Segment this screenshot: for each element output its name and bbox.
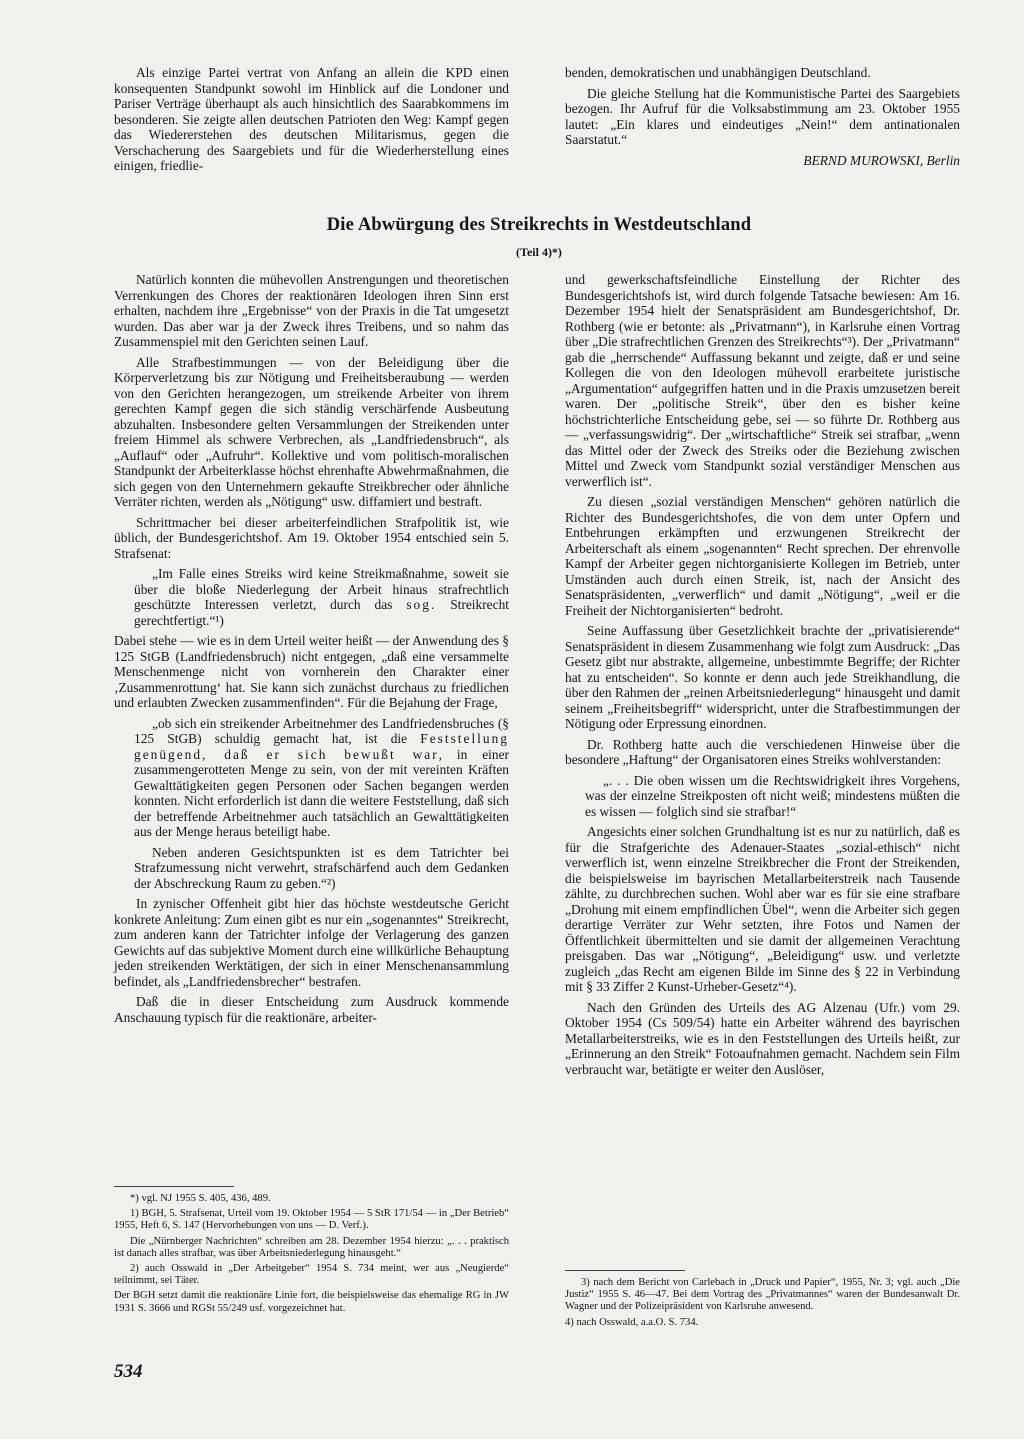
paragraph: Angesichts einer solchen Grundhaltung ist es nur zu natürlich, daß es für die Strafgerichte des Adenauer-Staates „sozial-ethisch“ nicht verwerflich ist, wenn einzelne Streikbrecher die Front der Streikenden, die beispielsweise im bayrischen Metallarbeiterstreik nach Tausende zählte, zu durchbrechen suchen. Wohl aber war es für sie eine strafbare „Drohung mit einem empfindlichen Übel“, wenn die Arbeiter sich gegen derartige Verräter zur Wehr setzten, ihre Fotos und Namen der Öffentlichkeit übermittelten und sie damit der allgemeinen Verachtung preisgaben. Das war „Nötigung“, „Beleidigung“ usw. und verletzte zugleich „das Recht am eigenen Bilde im Sinne des § 22 in Verbindung mit § 33 Ziffer 2 Kunst-Urheber-Gesetz“⁴). [565, 824, 960, 994]
block-quote: Neben anderen Gesichtspunkten ist es dem Tatrichter bei Strafzumessung nicht verwehrt, strafschärfend auch dem Gedanken der Abschreckung Raum zu geben.“²) [134, 844, 509, 891]
paragraph: Alle Strafbestimmungen — von der Beleidigung über die Körperverletzung bis zur Nötigung und Freiheitsberaubung — werden von den Gerichten herangezogen, um streikende Arbeiter von ihrem gerechten Kampf gegen die sich ständig verschärfende Ausbeutung abzuhalten. Insbesondere gelten Versammlungen der Streikenden unter freiem Himmel als schwere Verbrechen, als „Landfriedensbruch“, als „Auflauf“ oder „Aufruhr“. Kollektive und vom politisch-moralischen Standpunkt der Arbeiterklasse höchst ehrenhafte Abwehrmaßnahmen, die sich gegen von den Unternehmern gekaufte Streikbrecher oder ähnliche Verräter richten, werden als „Nötigung“ usw. diffamiert und bestraft. [114, 354, 509, 509]
paragraph: Dr. Rothberg hatte auch die verschiedenen Hinweise über die besondere „Haftung“ der Organisatoren eines Streiks wohlverstanden: [565, 736, 960, 767]
footnotes-right [565, 1270, 960, 1332]
page-number: 534 [114, 1361, 143, 1382]
prev-article-right-column [565, 65, 960, 169]
paragraph: Die gleiche Stellung hat die Kommunistische Partei des Saargebiets bezogen. Ihr Aufruf für die Volksabstimmung am 23. Oktober 1955 lautet: „Ein klares und eindeutiges „Nein!“ dem antinationalen Saarstatut.“ [565, 85, 960, 147]
footnote: 3) nach dem Bericht von Carlebach in „Druck und Papier“, 1955, Nr. 3; vgl. auch „Die Justiz“ 1955 S. 46—47. Bei dem Vortrag des „Privatmannes“ waren der Bundesanwalt Dr. Wagner und der Polizeipräsident von Karlsruhe anwesend. [565, 1277, 960, 1313]
quote-text: Streikrecht gerechtfertigt.“¹) [134, 597, 509, 628]
block-quote [134, 716, 509, 840]
paragraph: und gewerkschaftsfeindliche Einstellung der Richter des Bundesgerichtshofs ist, wird durch folgende Tatsache bewiesen: Am 16. Dezember 1954 hielt der Senatspräsident am Bundesgerichtshof, Dr. Rothberg (wie er betonte: als „Privatmann“), in Karlsruhe einen Vortrag über „Die strafrechtlichen Grenzen des Streikrechts“³). Der „Privatmann“ gab die „herrschende“ Auffassung bekannt und zeigte, daß er und seine Kollegen die von den Ideologen mühevoll erarbeitete juristische „Argumentation“ aufgegriffen hatten und in die Praxis umzusetzen bereit waren. Der „politische Streik“, über den es bisher keine höchstrichterliche Entscheidung gebe, sei — so führte Dr. Rothberg aus — „verfassungswidrig“. Der „wirtschaftliche“ Streik sei strafbar, „wenn das Mittel oder der Zweck des Streiks oder die Beziehung zwischen Mittel und Zweck vom Standpunkt sozial verständiger Menschen aus verwerflich ist“. [565, 272, 960, 489]
article-subtitle: (Teil 4)*) [516, 245, 562, 259]
footnote-divider [114, 1186, 234, 1187]
paragraph: Als einzige Partei vertrat von Anfang an allein die KPD einen konsequenten Standpunkt sowohl im Hinblick auf die Londoner und Pariser Verträge überhaupt als auch hinsichtlich des Saarabkommens im besonderen. Sie zeigte allen deutschen Patrioten den Weg: Kampf gegen das Wiedererstehen des deutschen Militarismus, gegen die Verschacherung des Saargebiets und für die Wiederherstellung eines einigen, friedlie- [114, 65, 509, 173]
quote-text: , in einer zusammengerotteten Menge zu sein, von der mit vereinten Kräften Gewalttätigkeiten gegen Personen oder Sachen begangen werden konnten. Nicht erforderlich ist dann die weitere Feststellung, daß sich der betreffende Arbeitnehmer auch tatsächlich an Gewalttätigkeiten aus der Menge heraus beteiligt habe. [134, 746, 509, 839]
paragraph: Nach den Gründen des Urteils des AG Alzenau (Ufr.) vom 29. Oktober 1954 (Cs 509/54) hatte ein Arbeiter während des bayrischen Metallarbeiterstreiks, wie es in den Feststellungen des Urteils heißt, zur „Erinnerung an den Streik“ Fotoaufnahmen gemacht. Nachdem sein Film verbraucht war, betätigte er weiter den Auslöser, [565, 999, 960, 1077]
quote-emphasis: Feststellung genügend, daß er sich bewußt war [134, 731, 509, 762]
paragraph: Schrittmacher bei dieser arbeiterfeindlichen Strafpolitik ist, wie üblich, der Bundesgerichtshof. Am 19. Oktober 1954 entschied sein 5. Strafsenat: [114, 514, 509, 561]
quote-emphasis: sog. [406, 597, 437, 612]
footnote: 2) auch Osswald in „Der Arbeitgeber“ 1954 S. 734 meint, wer aus „Neugierde“ teilnimmt, sei Täter. [114, 1263, 509, 1287]
footnote: Die „Nürnberger Nachrichten“ schreiben am 28. Dezember 1954 hierzu: „. . . praktisch ist danach alles strafbar, was über Arbeitsniederlegung hinausgeht.“ [114, 1235, 509, 1259]
footnotes-left [114, 1186, 509, 1318]
article-left-column [114, 272, 509, 1030]
paragraph: Daß die in dieser Entscheidung zum Ausdruck kommende Anschauung typisch für die reaktionäre, arbeiter- [114, 994, 509, 1025]
article-title: Die Abwürgung des Streikrechts in Westdeutschland [326, 215, 752, 235]
paragraph: benden, demokratischen und unabhängigen Deutschland. [565, 65, 871, 80]
paragraph: In zynischer Offenheit gibt hier das höchste westdeutsche Gericht konkrete Anleitung: Zum einen gibt es nur ein „sogenanntes“ Streikrecht, zum anderen kann der Tatrichter infolge der Verlagerung des ganzen Gewichts auf das subjektive Moment durch eine willkürliche Behauptung jeden streikenden Werktätigen, der sich in einer Menschenansammlung befindet, als „Landfriedensbrecher“ bestrafen. [114, 896, 509, 989]
footnote: *) vgl. NJ 1955 S. 405, 436, 489. [130, 1193, 271, 1204]
footnote: 4) nach Osswald, a.a.O. S. 734. [565, 1316, 699, 1328]
author-signature: BERND MUROWSKI, Berlin [803, 152, 960, 168]
footnote: Der BGH setzt damit die reaktionäre Linie fort, die beispielsweise das ehemalige RG in JW 1931 S. 3666 und RGSt 55/249 usf. vorgezeichnet hat. [114, 1290, 509, 1314]
article-right-column [565, 272, 960, 1082]
paragraph: Natürlich konnten die mühevollen Anstrengungen und theoretischen Verrenkungen des Chores der reaktionären Ideologen ihren Sinn erst erhalten, nachdem ihre „Ergebnisse“ von der Praxis in die Tat umgesetzt wurden. Das aber war ja der Zweck ihres Treibens, und so nahm das Zusammenspiel mit den Gerichten seinen Lauf. [114, 272, 509, 349]
quote-text: „Im Falle eines Streiks wird keine Streikmaßnahme, soweit sie über die bloße Niederlegung der Arbeit hinaus strafrechtlich geschützte Interessen verletzt, durch das [134, 566, 509, 612]
footnote-divider [565, 1270, 685, 1271]
block-quote [134, 566, 509, 628]
quote-text: „ob sich ein streikender Arbeitnehmer des Landfriedensbruches (§ 125 StGB) schuldig gemacht hat, ist die [134, 715, 509, 746]
block-quote: „. . . Die oben wissen um die Rechtswidrigkeit ihres Vorgehens, was der einzelne Streikposten oft nicht weiß; mindestens müßten die es wissen — folglich sind sie strafbar!“ [585, 772, 960, 819]
paragraph: Dabei stehe — wie es in dem Urteil weiter heißt — der Anwendung des § 125 StGB (Landfriedensbruch) nicht entgegen, „daß eine versammelte Menschenmenge nicht von vornherein den Charakter einer ‚Zusammenrottung‘ hat. Sie kann sich zunächst durchaus zu friedlichen und erlaubten Zwecken zusammenfinden“. Für die Bejahung der Frage, [114, 633, 509, 710]
paragraph: Seine Auffassung über Gesetzlichkeit brachte der „privatisierende“ Senatspräsident in diesem Zusammenhang wie folgt zum Ausdruck: „Das Gesetz gibt nur abstrakte, allgemeine, unbestimmte Begriffe; der Richter hat zu entscheiden“. So konnte er denn auch jede Streikhandlung, die über den Rahmen der „reinen Arbeitsniederlegung“ hinausgeht und damit seinem „Freiheitsbegriff“ widerspricht, unter die Strafbestimmungen der Nötigung oder Erpressung einordnen. [565, 623, 960, 731]
footnote: 1) BGH, 5. Strafsenat, Urteil vom 19. Oktober 1954 — 5 StR 171/54 — in „Der Betrieb“ 1955, Heft 6, S. 147 (Hervorhebungen von uns — D. Verf.). [114, 1208, 509, 1232]
paragraph: Zu diesen „sozial verständigen Menschen“ gehören natürlich die Richter des Bundesgerichtshofes, die von dem unter Opfern und Entbehrungen erkämpften und erzwungenen Streikrecht der Arbeiterschaft als einem „sogenannten“ Recht sprechen. Der ehrenvolle Kampf der Arbeiter gegen nichtorganisierte Kollegen im Betrieb, unter Umständen auch durch einen Streik, ist, nach der Ansicht des Senatspräsidenten, „verwerflich“ und damit „Nötigung“, „weil er die Freiheit der Nichtorganisierten“ bedroht. [565, 494, 960, 618]
prev-article-left-column [114, 65, 509, 179]
